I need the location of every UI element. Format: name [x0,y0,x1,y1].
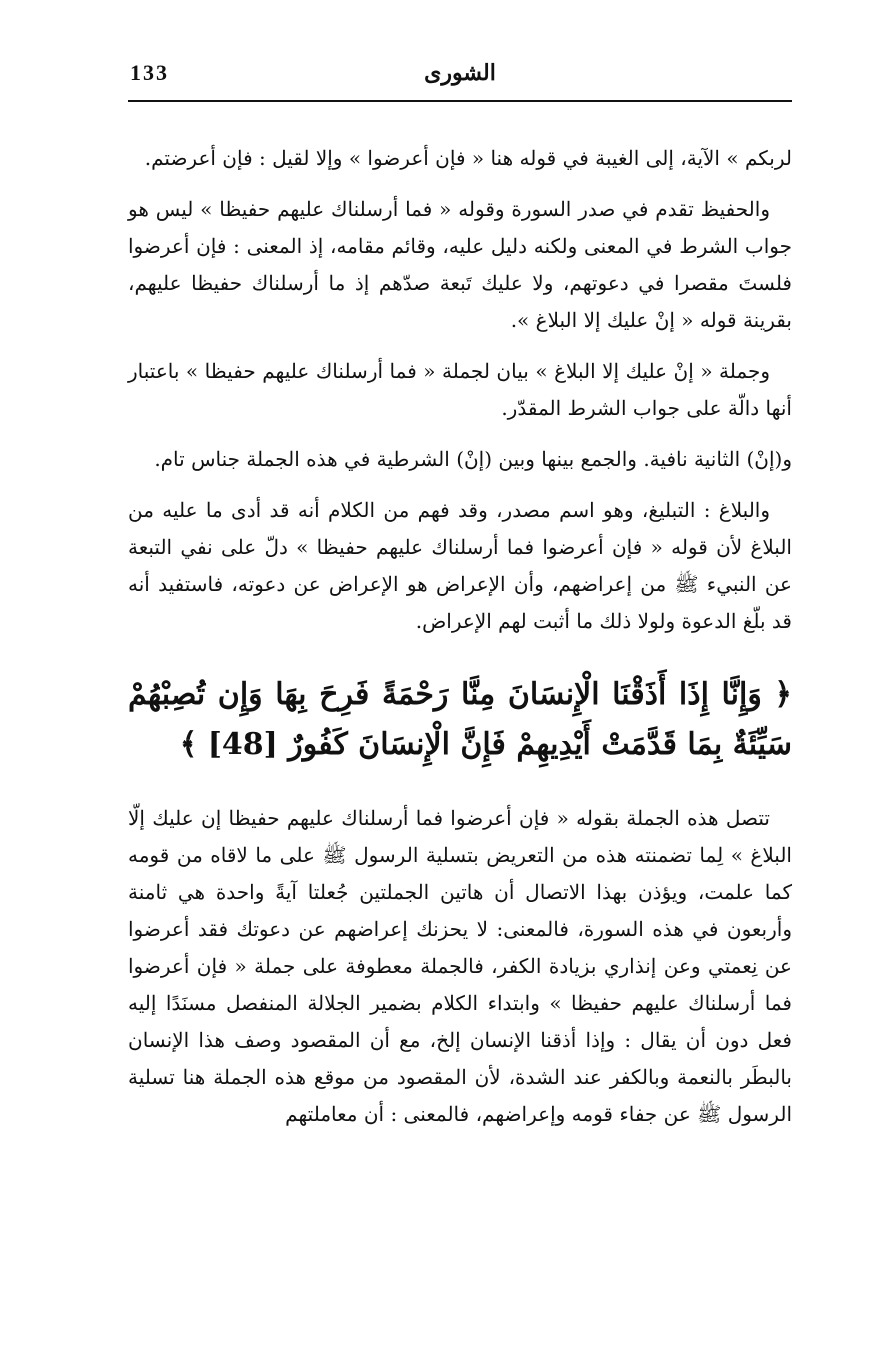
paragraph-continuation: لربكم » الآية، إلى الغيبة في قوله هنا « فإن أعرضوا » وإلا لقيل : فإن أعرضتم. [144,146,792,170]
page-number: 133 [130,60,169,85]
page-header [128,58,792,98]
page-body [128,140,792,1147]
header-rule [128,100,792,102]
quran-verse: ﴿ وَإِنَّا إِذَا أَذَقْنَا الْإِنسَانَ مِنَّا رَحْمَةً فَرِحَ بِهَا وَإِن تُصِبْهُمْ سَيِّئَةٌ بِمَا قَدَّمَتْ أَيْدِيهِمْ فَإِنَّ الْإِنسَانَ كَفُورٌ [48] ﴾ [128,677,792,762]
paragraph-balagh: والبلاغ : التبليغ، وهو اسم مصدر، وقد فهم من الكلام أنه قد أدى ما عليه من البلاغ لأن قوله « فإن أعرضوا فما أرسلناك عليهم حفيظا » دلّ على نفي التبعة عن النبيء ﷺ من إعراضهم، وأن الإعراض هو الإعراض عن دعوته، فاستفيد أنه قد بلّغ الدعوة ولولا ذلك ما أثبت لهم الإعراض. [128,498,792,633]
paragraph-hafiz: والحفيظ تقدم في صدر السورة وقوله « فما أرسلناك عليهم حفيظا » ليس هو جواب الشرط في المعنى ولكنه دليل عليه، وقائم مقامه، إذ المعنى : فإن أعرضوا فلستَ مقصرا في دعوتهم، ولا عليك تَبعة صدّهم إذ ما أرسلناك حفيظا عليهم، بقرينة قوله « إنْ عليك إلا البلاغ ». [128,197,792,332]
paragraph-in-nafiya: و(إنْ) الثانية نافية. والجمع بينها وبين (إنْ) الشرطية في هذه الجملة جناس تام. [154,447,792,471]
paragraph-bayan: وجملة « إنْ عليك إلا البلاغ » بيان لجملة « فما أرسلناك عليهم حفيظا » باعتبار أنها دالّة على جواب الشرط المقدّر. [128,359,792,420]
running-title: الشورى [424,60,496,86]
paragraph-commentary: تتصل هذه الجملة بقوله « فإن أعرضوا فما أرسلناك عليهم حفيظا إن عليك إلّا البلاغ » لِما تضمنته هذه من التعريض بتسلية الرسول ﷺ على ما لاقاه من قومه كما علمت، ويؤذن بهذا الاتصال أن هاتين الجملتين جُعلتا آيةً واحدة هي ثامنة وأربعون في هذه السورة، فالمعنى: لا يحزنك إعراضهم عن دعوتك فقد أعرضوا عن نِعمتي وعن إنذاري بزيادة الكفر، فالجملة معطوفة على جملة « فإن أعرضوا فما أرسلناك عليهم حفيظا » وابتداء الكلام بضمير الجلالة المنفصل مسنَدًا إليه فعل دون أن يقال : وإذا أذقنا الإنسان إلخ، مع أن المقصود وصف هذا الإنسان بالبطَر بالنعمة وبالكفر عند الشدة، لأن المقصود من موقع هذه الجملة هنا تسلية الرسول ﷺ عن جفاء قومه وإعراضهم، فالمعنى : أن معاملتهم [128,806,792,1126]
